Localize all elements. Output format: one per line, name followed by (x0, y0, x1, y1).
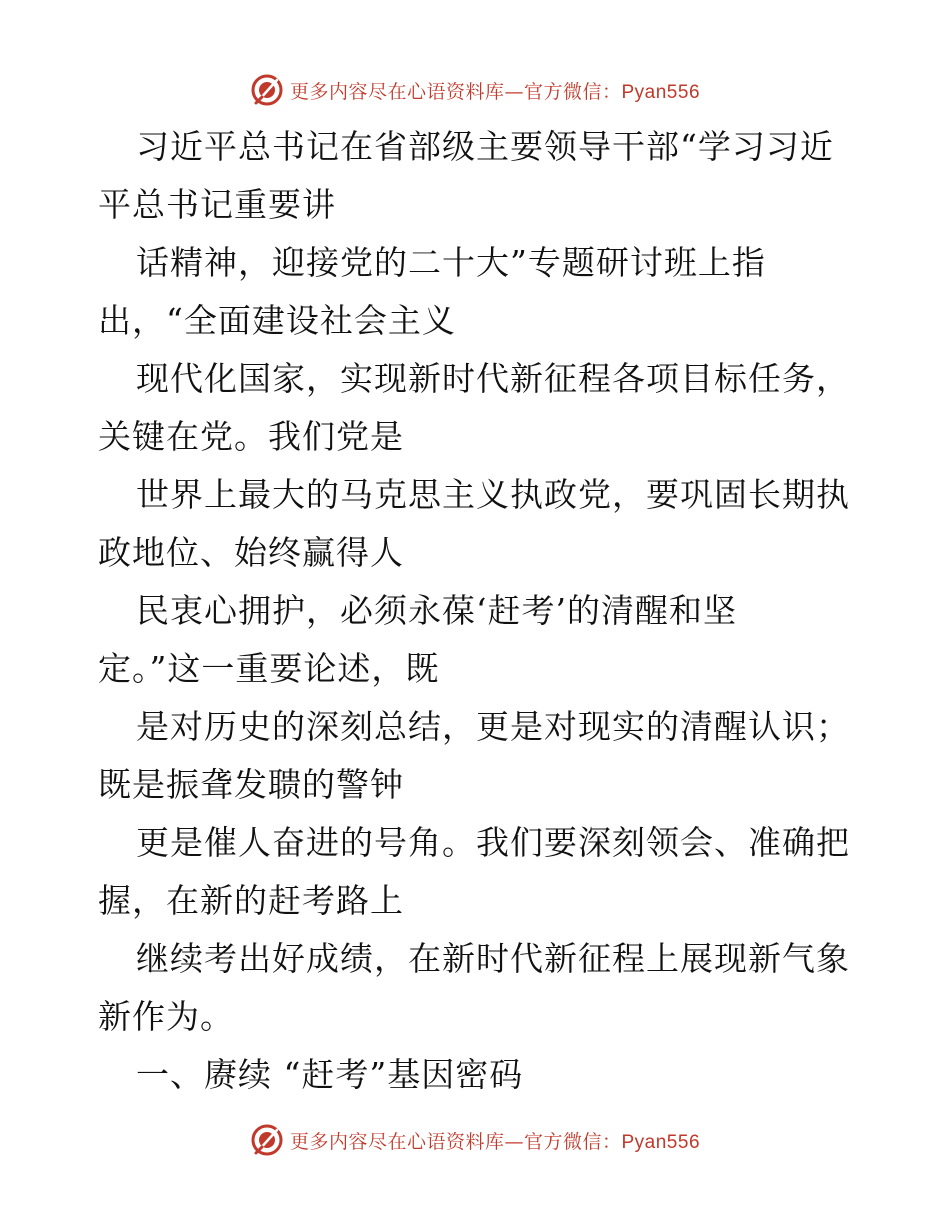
header-watermark (0, 70, 950, 110)
text-line: 继续考出好成绩，在新时代新征程上展现新气象 (136, 939, 850, 978)
text-line: 是对历史的深刻总结，更是对现实的清醒认识； (136, 707, 850, 746)
text-line: 世界上最大的马克思主义执政党，要巩固长期执 (136, 475, 850, 514)
footer-watermark (0, 1120, 950, 1160)
document-body (98, 118, 858, 1104)
text-line: 握，在新的赶考路上 (98, 881, 404, 920)
text-line: 定。”这一重要论述，既 (98, 649, 440, 688)
quill-seal-logo-icon (250, 1123, 284, 1157)
text-line: 民衷心拥护，必须永葆‘赶考’的清醒和坚 (136, 591, 737, 630)
text-line: 出，“全面建设社会主义 (98, 301, 456, 340)
text-line: 既是振聋发聩的警钟 (98, 765, 404, 804)
quill-seal-logo-icon (250, 73, 284, 107)
watermark-text: 更多内容尽在心语资料库—官方微信：Pyan556 (289, 80, 701, 103)
text-line: 习近平总书记在省部级主要领导干部“学习习近 (136, 127, 834, 166)
watermark-text: 更多内容尽在心语资料库—官方微信：Pyan556 (289, 1130, 701, 1153)
text-line: 新作为。 (98, 997, 234, 1036)
text-line: 更是催人奋进的号角。我们要深刻领会、准确把 (136, 823, 850, 862)
text-line: 政地位、始终赢得人 (98, 533, 404, 572)
text-line: 关键在党。我们党是 (98, 417, 404, 456)
watermark-wechat-id: Pyan556 (621, 81, 701, 103)
watermark-wechat-id: Pyan556 (621, 1131, 701, 1153)
text-line: 平总书记重要讲 (98, 185, 336, 224)
text-line: 现代化国家，实现新时代新征程各项目标任务， (136, 359, 850, 398)
text-line: 话精神，迎接党的二十大”专题研讨班上指 (136, 243, 766, 282)
section-heading: 一、赓续 “赶考”基因密码 (136, 1055, 524, 1094)
